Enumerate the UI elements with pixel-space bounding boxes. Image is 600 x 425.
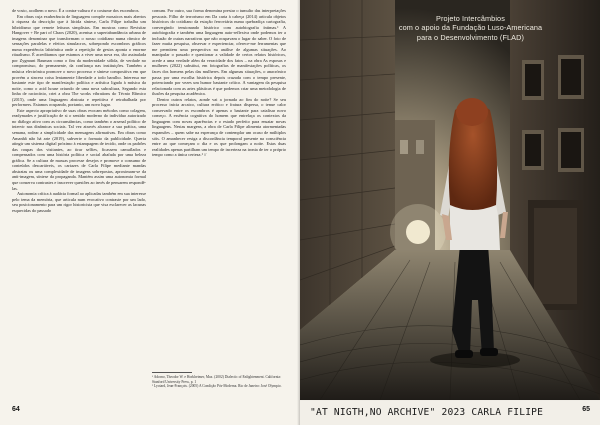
paragraph: Em obras cuja exuberância de linguagem compõe mosaicos mais abertos à riqueza da descrição que à lúcida síntese, Carla Filipe trabalha um hibridismo que remete leituras simplistas. Em mostras como Revisitar Hangover + Be part of Chaos (2020), acentua o supertabundância urbana de imagens denominar que transformam o nosso cotidiano numa rítmico de sensações paralelas e efeitos simulacros, sobrepondo escombros gráficos numa experiência labiríntica onde a repetição de gestos aponta o enorme ritualismo. É acreditamos que estamos a viver uma nova era, tão assinalada por Zygmunt Bauman como o fim da modernidade sólida, de verdade no compromisso, do permanente, da confiança nas instituições. Também a música electrónica promove o novo processo e síntese compositiva em que provém a sincera coisa lentamente liberdade a todo barulho. Interessa me bastante este tipo de manifestação política e artística ligada à música da noite, como o acid house oriundo de uma nova subcultura, Segundo esta linha de raciocínio, criei a obra The works vibrations do Técnio Rítmico (2015), onde uma linguagem abstrata e repetitiva é retrabalhada por performers. Estamos ocupando, portanto, um novo lugar. [12,13,146,108]
paragraph: Este aspecto apropriativo de suas obras evocam métodos como colagem, readymades e justificação de si o sentido moderno do indivíduo autorizado no diálogo ativo com as circunstâncias, como também o arsenal político de intervir nas dinâmicas sociais. Tal vez através alcance a sua prática, uma semana, rodear a simplicidade das mensagens afirmativas. Em obras como Amanhã não há arte (2019), subverte o formato da publicidade. Queria atingir um sistema digital próximo à estampagem de tecido, onde os padrões das roupas dos visitantes, ao tirar selfies, ficassem camuflados e compensados com uma história política e social abafada por uma beleza gráfica. Se a cultura de massas processe desejos e promove o consumo de conteúdos descartáveis, os cartazes de Carla Filipe mediante mandas abstratas ou uma complexidade de imagens sobrepostas, aproximam-se da anti-imagem, síntese da propaganda. Mantém assim uma autonomia formal que conserva contrastes e inscrever questões ao invés de pensarem respondê-las. [12,107,146,191]
page-number-left: 64 [12,406,20,413]
exhibition-year: 2023 [441,407,466,418]
footnote-divider [152,372,192,373]
night-street-photo [300,0,600,400]
text-column-1 [12,8,146,398]
photo-caption [348,14,593,42]
footnote: ² Lyotard, Jean-François. (2005) A Condição Pós-Moderna. Rio de Janeiro: José Olympio. [152,384,282,389]
footnotes [152,375,286,389]
caption-line: Projeto Intercâmbios [436,14,505,23]
paragraph: Dentro outros relatos, aonde vai a jornada ao fim do noite? Se seu processo inicia arcaico, cultura erótico e fratura dispersa, o tenue calor conservado entre os escombros é apenas o bastante para catalisar novo começo. A essência cognitiva do homem que entrelaça os contextos da linguagem com novas aparências e o estado perfeito para ensaiar novas linguagens. Nestas margens, a obra de Carla Filipe alimenta atormentadas expansões – quem sabe na esperança de contemplar um ocaso de múltiplos sóis. O amanhecer resiga a discordância temporal presente na consciência entre ao que começam o dia e os que prolongam a noite. Estas duas realidades apenas partilham um tempo de incerteza na ironia de ter o próprio tempo como a única certeza.¹ // [152,96,286,158]
exhibition-title: "AT NIGTH,NO ARCHIVE" [310,407,436,418]
paragraph: comum. Por outro, sua forma denomina prestar o tumulto das interpretações pessoais. Filho de terrorismo em Da carta à cabeça (2014) articula objetos históricos do cotidiano da estação ferroviária numa quebradiça cartografia, convergindo tensionando histórico com autobiografia íntimas.¹ A autobiografia e também uma linguagem auto-reflexiva onde podemos ter a inclusão de outras narrativas que não ocupavam o lugar do saber. O foto de fazer muita pesquisa, observar e experienciar, oferece-me ferramentas que me permitem uma perspectiva na análise de algumas situações. Ao manipular o passado e questionar a validade de certos relatos históricos, acede a uma verdade além da veracidade dos fatos – na obra As esposas e mulheres (2022) substitui, em fotografias de manifestações políticas, os faces dos homens pelas das mulheres. Em algumas situações, o anacrónico passa por uma escolha histórica depois cruzada com o tempo presente, potenciando por vezes um humor bastante crítico. A vantagem da pesquisa relacionada com as artes plásticas é que podemos criar uma metodologia de ilusões da pesquisa acadêmica. [152,8,286,97]
text-column-2 [152,8,286,398]
artist-name: CARLA FILIPE [471,407,544,418]
footer-title [310,407,543,418]
footnote: ¹ Adorno, Theodor W. e Horkheimer, Max. (2002) Dialectic of Enlightenment. California: Stanford University Press, p. 1 [152,375,282,384]
right-page [300,0,600,425]
caption-line: com o apoio da Fundação Luso-Americana [398,23,543,33]
caption-line: para o Desenvolvimento (FLAD) [416,32,525,42]
page-number-right: 65 [582,406,590,413]
paragraph: de vosto, acolhem o novo. É a contra-cultura é o costume dos escombros. [12,8,140,13]
paragraph: Autonomia crítica à audácia formal ao aplicadas também em sua interesse pelo tema da memória, que articula num evocativo contraste por um lado, seu posicionamento para um rigor historicista que visa esclarecer as lacunas esquecidas do passado [12,191,146,213]
footer-band [300,401,600,425]
